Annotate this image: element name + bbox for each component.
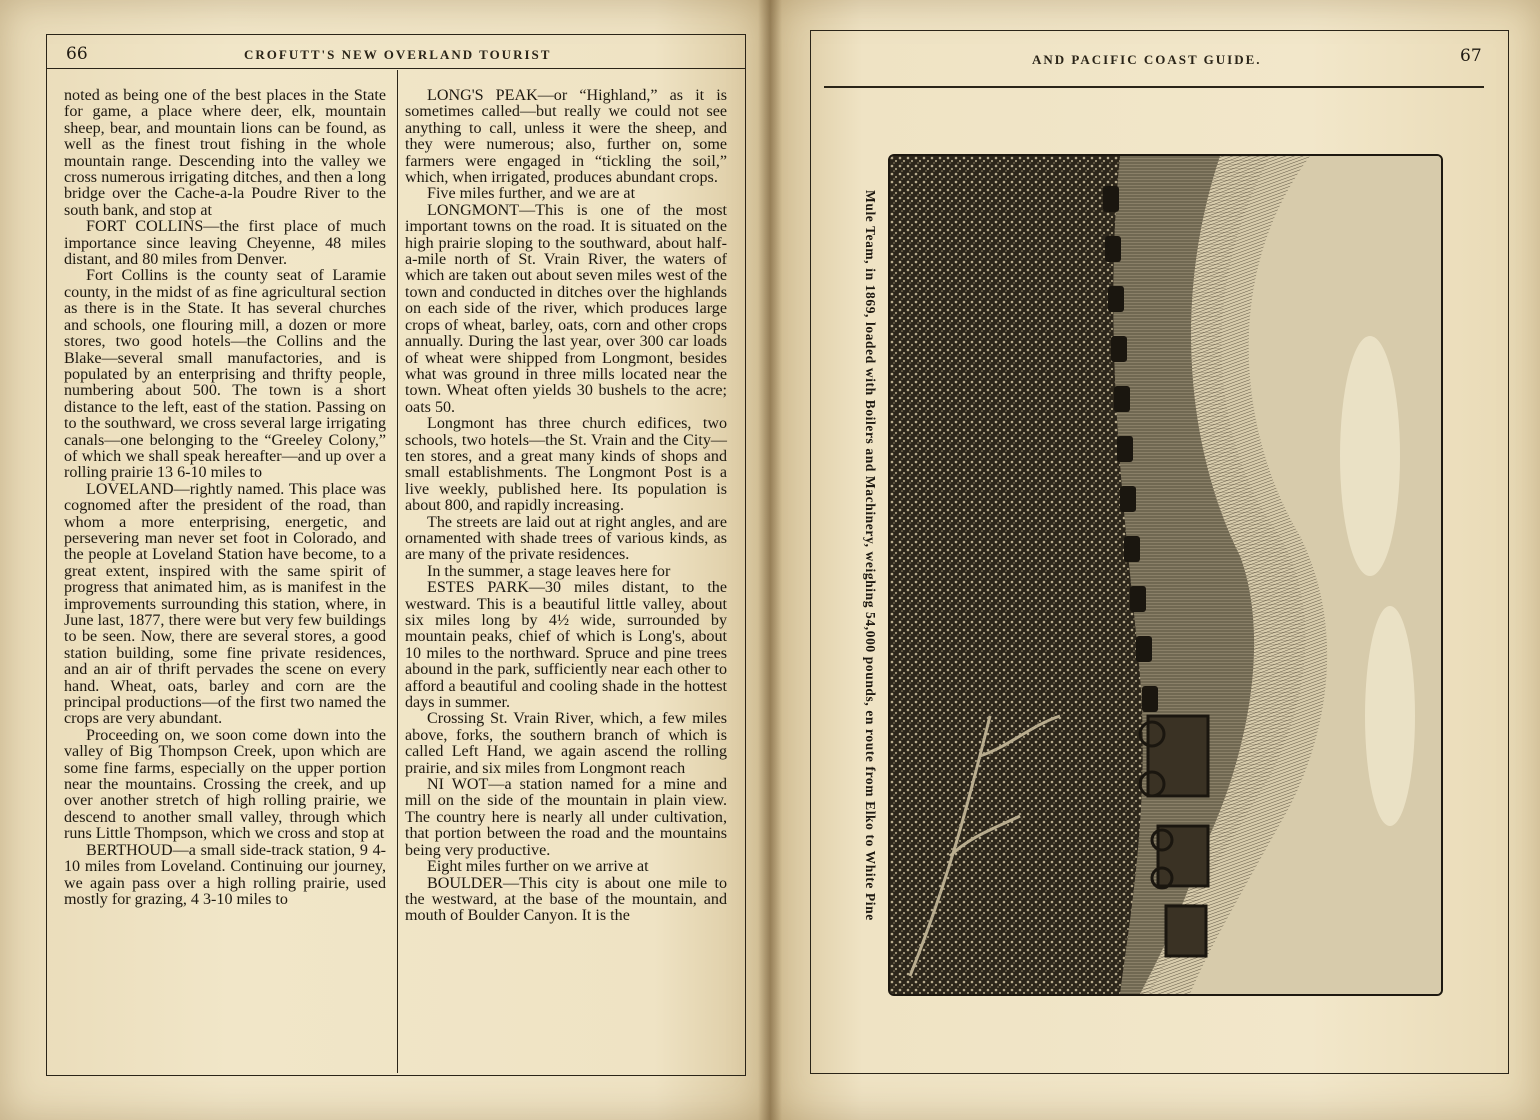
paragraph: In the summer, a stage leaves here for [427, 562, 671, 580]
paragraph: LOVELAND—rightly named. This place was cognomed after the president of the road, than whom a more enterprising, energetic, and persevering man never set foot in Colorado, and the people at Loveland Station have become, to a great extent, inspired with the same spirit of progress that animated him, as is manifest in the improvements surrounding this station, where, in June last, 1877, there were but very few buildings to be seen. Now, there are several stores, a good station building, some fine private residences, and an air of thrift pervades the scene on every hand. Wheat, oats, barley and corn are the principal productions—of the first two named the crops are very abundant. [64, 480, 386, 728]
left-page-number: 66 [66, 44, 88, 64]
column-divider [397, 70, 398, 1073]
illustration-caption: Mule Team, in 1869, loaded with Boilers and Machinery, weighing 54,000 pounds, en route from Elko to White Pine [863, 190, 878, 921]
paragraph: BERTHOUD—a small side-track station, 9 4-10 miles from Loveland. Continuing our journey, we again pass over a high rolling prairie, used mostly for grazing, 4 3-10 miles to [64, 841, 386, 908]
left-running-head: CROFUTT'S NEW OVERLAND TOURIST [244, 47, 552, 62]
engraving-image [890, 156, 1441, 994]
paragraph: Eight miles further on we arrive at [427, 858, 649, 876]
paragraph: NI WOT—a station named for a mine and mill on the side of the mountain in plain view. The country here is nearly all under cultivation, that portion between the road and the mountains being very productive. [405, 776, 727, 859]
paragraph: Fort Collins is the county seat of Laramie county, in the midst of as fine agricultural section as there is in the State. It has several churches and schools, one flouring mill, a dozen or more stores, two good hotels—the Collins and the Blake—several small manufactories, and is populated by an enterprising and thrifty people, numbering about 500. The town is a short distance to the left, east of the station. Passing on to the southward, we cross several large irrigating canals—one belonging to the “Greeley Colony,” of which we shall speak hereafter—and up over a rolling prairie 13 6-10 miles to [64, 267, 386, 482]
paragraph: BOULDER—This city is about one mile to the westward, at the base of the mountain, and mouth of Boulder Canyon. It is the [405, 874, 727, 925]
paragraph: noted as being one of the best places in the State for game, a place where deer, elk, mountain sheep, bear, and mountain lions can be found, as well as the finest trout fishing in the whole mountain range. Descending into the valley we cross numerous irrigating ditches, and then a long bridge over the Cache-a-la Poudre River to the south bank, and stop at [64, 87, 386, 219]
book-gutter [758, 0, 782, 1120]
paragraph: The streets are laid out at right angles, and are ornamented with shade trees of various kinds, as are many of the private residences. [405, 513, 727, 564]
paragraph: LONGMONT—This is one of the most important towns on the road. It is situated on the high prairie sloping to the southward, about half-a-mile north of St. Vrain River, the waters of which are taken out about seven miles west of the town and conducted in ditches over the highlands on each side of the river, which produces large crops of wheat, barley, oats, corn and other crops annually. During the last year, over 300 car loads of wheat were shipped from Longmont, besides what was ground in three mills located near the town. Wheat often yields 30 bushels to the acre; oats 50. [405, 201, 727, 416]
paragraph: Longmont has three church edifices, two schools, two hotels—the St. Vrain and the City—ten stores, and a great many kinds of shops and small establishments. The Longmont Post is a live weekly, published here. Its population is about 800, and rapidly increasing. [405, 415, 727, 515]
header-rule [824, 86, 1484, 88]
right-running-head: AND PACIFIC COAST GUIDE. [1032, 52, 1262, 67]
paragraph: Five miles further, and we are at [427, 185, 636, 203]
text-column-1 [64, 88, 386, 908]
paragraph: Proceeding on, we soon come down into the valley of Big Thompson Creek, upon which are some fine farms, especially on the upper portion near the mountains. Crossing the creek, and up over another stretch of high rolling prairie, we descend to another small valley, through which runs Little Thompson, which we cross and stop at [64, 726, 386, 843]
paragraph: ESTES PARK—30 miles distant, to the westward. This is a beautiful little valley, about six miles long by 4½ wide, surrounded by mountain peaks, chief of which is Long's, about 10 miles to the northward. Spruce and pine trees abound in the park, sufficiently near each other to afford a beautiful and cooling shade in the hottest days in summer. [405, 579, 727, 712]
paragraph: Crossing St. Vrain River, which, a few miles above, forks, the southern branch of which is called Left Hand, we again ascend the rolling prairie, and six miles from Longmont reach [405, 710, 727, 777]
text-column-2 [405, 88, 727, 925]
paragraph: FORT COLLINS—the first place of much importance since leaving Cheyenne, 48 miles distant, and 80 miles from Denver. [64, 218, 386, 269]
mule-team-engraving [888, 154, 1443, 996]
paragraph: LONG'S PEAK—or “Highland,” as it is sometimes called—but really we could not see anything to call, unless it were the sheep, and they were numerous; also, further on, some farmers were engaged in “tickling the soil,” which, when irrigated, produces abundant crops. [405, 87, 727, 187]
right-page-number: 67 [1460, 46, 1482, 66]
